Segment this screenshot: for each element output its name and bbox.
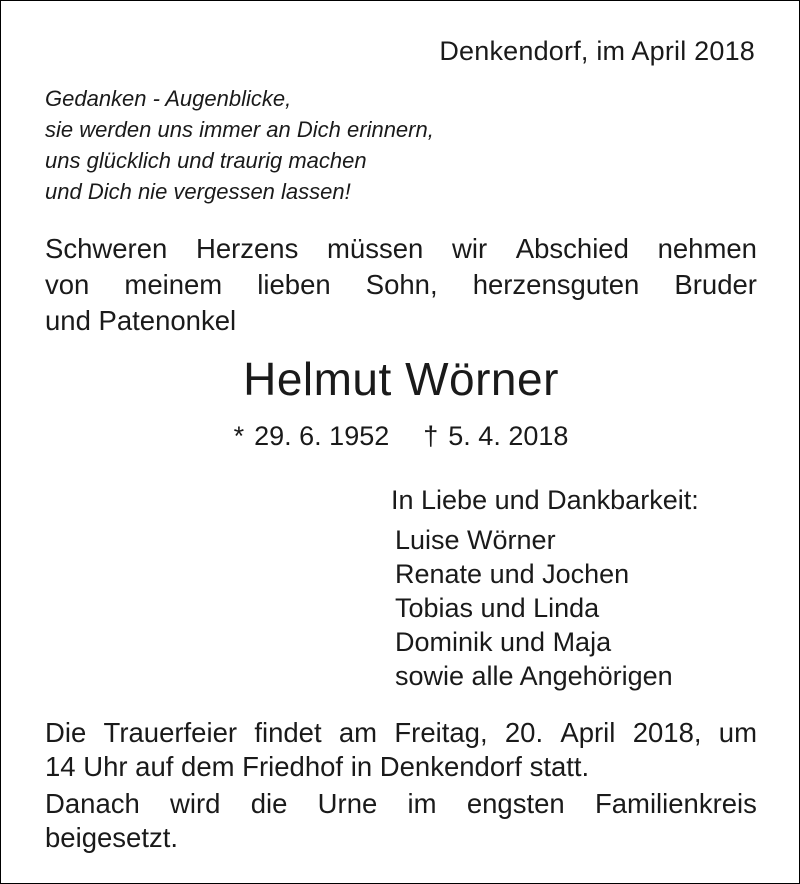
word: müssen bbox=[327, 233, 424, 264]
poem-line: uns glücklich und traurig machen bbox=[45, 148, 367, 173]
word: 20. bbox=[504, 717, 544, 748]
word: Schweren bbox=[45, 233, 168, 264]
word: wir bbox=[451, 233, 488, 264]
word: am bbox=[338, 717, 378, 748]
word: findet bbox=[254, 717, 322, 748]
word: um bbox=[718, 717, 757, 748]
deceased-name: Helmut Wörner bbox=[243, 353, 559, 405]
mourner: Renate und Jochen bbox=[395, 559, 630, 589]
urn-line bbox=[45, 787, 757, 821]
mourner: Tobias und Linda bbox=[395, 593, 600, 623]
word: April bbox=[560, 717, 616, 748]
death-symbol: † bbox=[423, 421, 439, 451]
intro-text bbox=[45, 231, 757, 339]
poem-line: Gedanken - Augenblicke, bbox=[45, 86, 292, 111]
word: Sohn, bbox=[365, 269, 438, 300]
birth-date: 29. 6. 1952 bbox=[254, 421, 390, 451]
poem bbox=[45, 83, 434, 207]
word: meinem bbox=[124, 269, 223, 300]
word: engsten bbox=[466, 788, 565, 819]
word: von bbox=[45, 269, 90, 300]
word: Herzens bbox=[195, 233, 299, 264]
thanks-heading: In Liebe und Dankbarkeit: bbox=[391, 485, 699, 515]
funeral-line bbox=[45, 716, 757, 750]
word: lieben bbox=[257, 269, 331, 300]
mourners-list bbox=[395, 523, 673, 693]
poem-line: und Dich nie vergessen lassen! bbox=[45, 179, 351, 204]
word: Die bbox=[45, 717, 87, 748]
word: herzensguten bbox=[472, 269, 640, 300]
mourner: Luise Wörner bbox=[395, 525, 556, 555]
funeral-info bbox=[45, 716, 757, 784]
word: Familienkreis bbox=[594, 788, 757, 819]
word: die bbox=[250, 788, 288, 819]
word: Urne bbox=[317, 788, 378, 819]
urn-line: beigesetzt. bbox=[45, 822, 179, 853]
intro-line bbox=[45, 267, 757, 303]
intro-line: und Patenonkel bbox=[45, 305, 237, 336]
birth-symbol: * bbox=[233, 421, 245, 451]
urn-info bbox=[45, 787, 757, 855]
word: nehmen bbox=[657, 233, 757, 264]
word: Trauerfeier bbox=[103, 717, 238, 748]
poem-line: sie werden uns immer an Dich erinnern, bbox=[45, 117, 434, 142]
word: im bbox=[407, 788, 437, 819]
funeral-line: 14 Uhr auf dem Friedhof in Denkendorf statt. bbox=[45, 751, 590, 782]
word: Freitag, bbox=[394, 717, 488, 748]
word: 2018, bbox=[632, 717, 702, 748]
word: Abschied bbox=[515, 233, 629, 264]
life-dates bbox=[1, 419, 800, 453]
place-date: Denkendorf, im April 2018 bbox=[439, 36, 755, 66]
mourner: Dominik und Maja bbox=[395, 627, 612, 657]
mourner: sowie alle Angehörigen bbox=[395, 661, 673, 691]
word: wird bbox=[170, 788, 221, 819]
death-date: 5. 4. 2018 bbox=[448, 421, 569, 451]
word: Danach bbox=[45, 788, 140, 819]
word: Bruder bbox=[674, 269, 757, 300]
intro-line bbox=[45, 231, 757, 267]
